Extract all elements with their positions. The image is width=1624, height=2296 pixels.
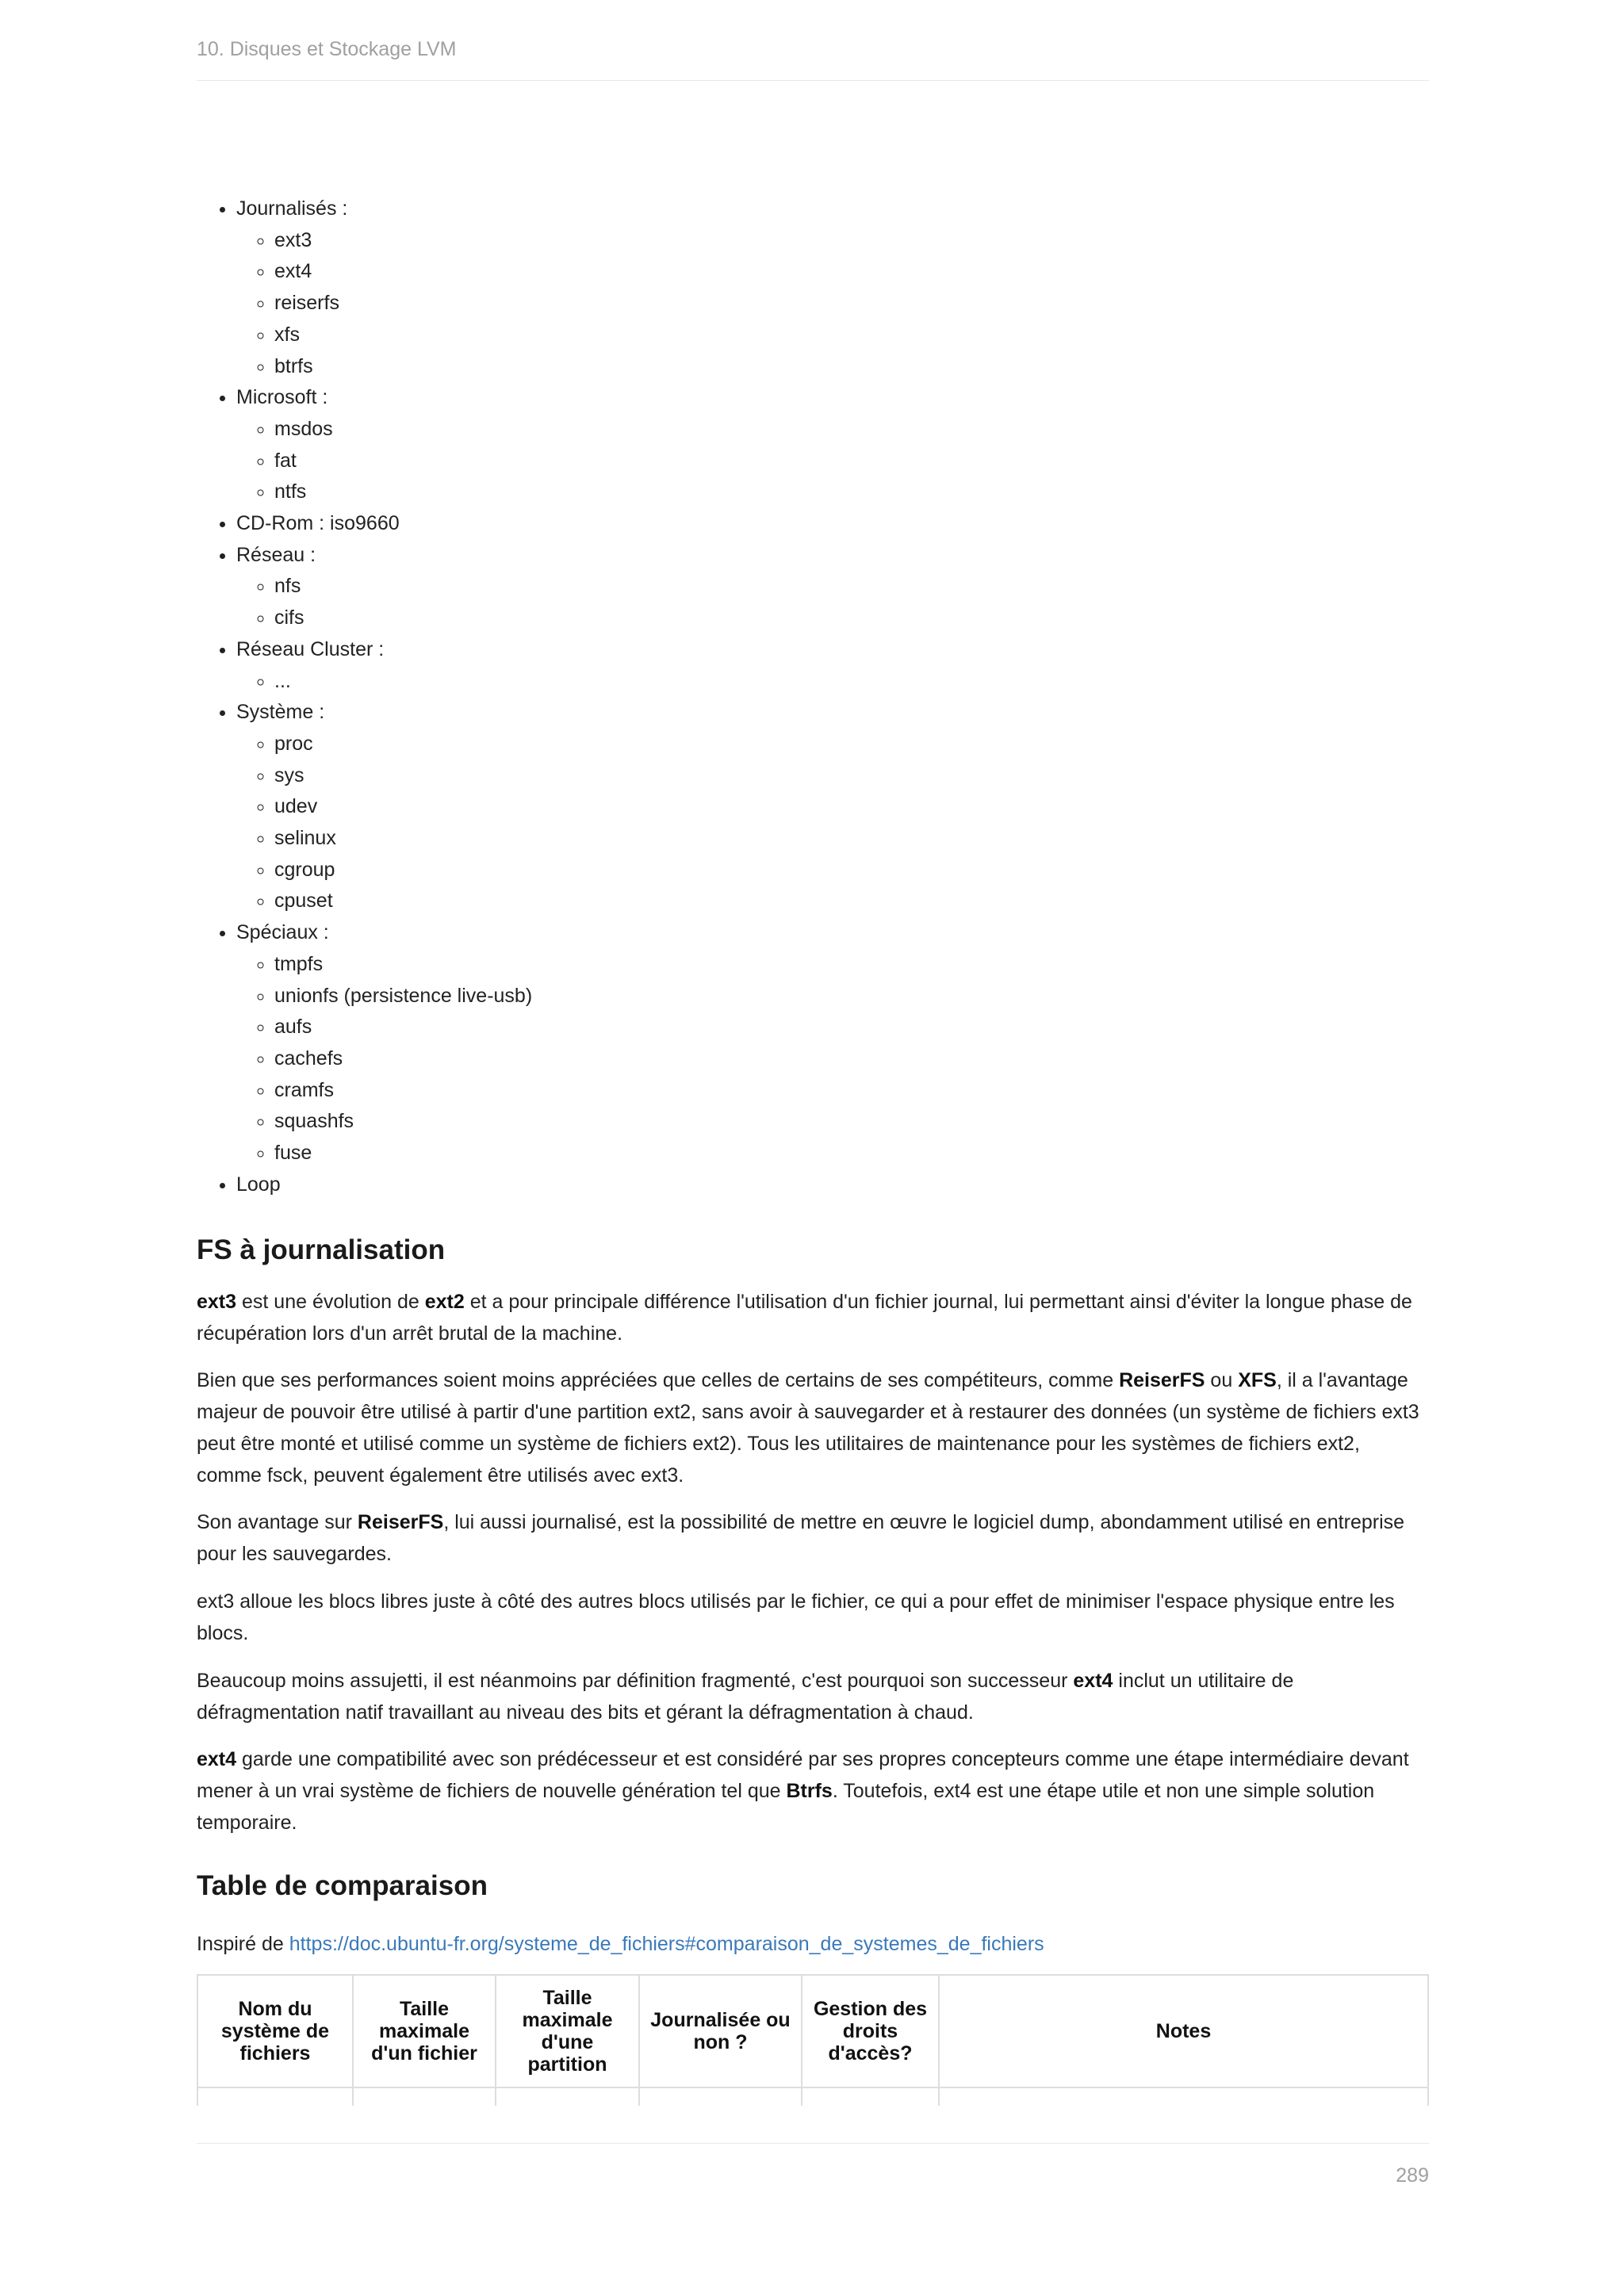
header-divider (197, 80, 1429, 81)
list-item: ◦ ext4 (274, 256, 1469, 288)
fs-category-label: Réseau : (236, 543, 316, 566)
list-item (236, 634, 1469, 697)
fs-category-label: Réseau Cluster : (236, 637, 385, 660)
bold-term: XFS (1238, 1369, 1277, 1391)
list-item: ◦ proc (274, 729, 1469, 760)
list-item: ◦ nfs (274, 571, 1469, 603)
comparison-table (197, 1974, 1429, 2106)
text-run: ou (1205, 1369, 1239, 1391)
source-link[interactable]: https://doc.ubuntu-fr.org/systeme_de_fichiers#comparaison_de_systemes_de_fichiers (289, 1933, 1044, 1955)
col-header-name: Nom du système de fichiers (197, 1975, 353, 2087)
list-item (236, 382, 1469, 508)
list-item: ◦ squashfs (274, 1106, 1469, 1138)
bold-term: ext3 (197, 1291, 237, 1313)
bold-term: ext2 (424, 1291, 465, 1313)
list-item: ◦ selinux (274, 823, 1469, 855)
fs-category-label: Système : (236, 701, 325, 724)
section-heading-journalisation: FS à journalisation (197, 1234, 446, 1265)
col-header-max-partition-size: Taille maximale d'une partition (496, 1975, 639, 2087)
list-item: ◦ ntfs (274, 476, 1469, 508)
text-run: ext3 alloue les blocs libres juste à côté des autres blocs utilisés par le fichier, ce qui a pour effet de minimiser l'espace physique entre les blocs. (197, 1590, 1395, 1644)
text-run: Bien que ses performances soient moins appréciées que celles de certains de ses compétiteurs, comme (197, 1369, 1120, 1391)
text-run: Beaucoup moins assujetti, il est néanmoins par définition fragmenté, c'est pourquoi son successeur (197, 1670, 1074, 1692)
filesystem-types-list (197, 193, 1469, 1201)
fs-category-label: Journalisés : (236, 197, 348, 220)
text-run: garde une compatibilité avec son prédécesseur et est considéré par ses propres concepteurs comme une étape intermédiaire devant mener à un vrai système de fichiers de nouvelle génération tel que (197, 1748, 1409, 1802)
list-item: ◦ fat (274, 446, 1469, 477)
fs-sublist (236, 666, 1469, 698)
col-header-journaled: Journalisée ou non ? (639, 1975, 802, 2087)
footer-divider (197, 2143, 1429, 2144)
text-run: inclut un utilitaire de défragmentation natif travaillant au niveau des bits et gérant la défragmentation à chaud. (197, 1670, 1294, 1724)
list-item (236, 508, 1469, 540)
bold-term: ext4 (1073, 1670, 1113, 1692)
inspired-prefix: Inspiré de (197, 1933, 289, 1955)
col-header-access-rights: Gestion des droits d'accès? (802, 1975, 939, 2087)
bold-term: Btrfs (786, 1780, 833, 1802)
list-item: ◦ udev (274, 791, 1469, 823)
list-item: ◦ aufs (274, 1012, 1469, 1043)
list-item: ◦ cachefs (274, 1043, 1469, 1075)
text-run: , lui aussi journalisé, est la possibilité de mettre en œuvre le logiciel dump, abondamment utilisé en entreprise pour les sauvegardes. (197, 1511, 1405, 1565)
paragraph-ext3-intro (197, 1286, 1429, 1349)
page-number: 289 (1396, 2164, 1429, 2187)
col-header-max-file-size: Taille maximale d'un fichier (353, 1975, 496, 2087)
list-item (236, 697, 1469, 917)
fs-category-label: CD-Rom : iso9660 (236, 512, 400, 535)
paragraph-ext3-performance (197, 1364, 1429, 1491)
bold-term: ext4 (197, 1748, 237, 1770)
list-item: ◦ ext3 (274, 225, 1469, 257)
list-item (236, 193, 1469, 382)
table-row (197, 2087, 1428, 2106)
bold-term: ReiserFS (357, 1511, 444, 1533)
text-run: , il a l'avantage majeur de pouvoir être utilisé à partir d'une partition ext2, sans avoir à sauvegarder et à restaurer des données (un système de fichiers ext3 peut être monté et utilisé comme un système de fichiers ext2). Tous les utilitaires de maintenance pour les systèmes de fichiers ext2, comme fsck, peuvent également être utilisés avec ext3. (197, 1369, 1419, 1487)
fs-category-label: Microsoft : (236, 386, 328, 409)
fs-sublist (236, 225, 1469, 383)
list-item: ◦ fuse (274, 1138, 1469, 1169)
list-item (236, 540, 1469, 634)
list-item: ◦ cramfs (274, 1075, 1469, 1107)
list-item: ◦ cgroup (274, 855, 1469, 886)
list-item (236, 917, 1469, 1169)
list-item: ◦ msdos (274, 414, 1469, 446)
bold-term: ReiserFS (1119, 1369, 1205, 1391)
list-item: ◦ xfs (274, 320, 1469, 351)
paragraph-ext3-blocks (197, 1586, 1429, 1649)
list-item: ◦ reiserfs (274, 288, 1469, 320)
section-heading-comparaison: Table de comparaison (197, 1870, 488, 1901)
list-item: ◦ cifs (274, 603, 1469, 634)
col-header-notes: Notes (939, 1975, 1428, 2087)
fs-sublist (236, 571, 1469, 633)
list-item (236, 1169, 1469, 1201)
fs-sublist (236, 414, 1469, 508)
paragraph-ext4-defrag (197, 1665, 1429, 1728)
text-run: Son avantage sur (197, 1511, 358, 1533)
list-item: ◦ ... (274, 666, 1469, 698)
text-run: est une évolution de (236, 1291, 425, 1313)
text-run: et a pour principale différence l'utilisation d'un fichier journal, lui permettant ainsi d'éviter la longue phase de récupération lors d'un arrêt brutal de la machine. (197, 1291, 1412, 1345)
paragraph-ext3-dump (197, 1506, 1429, 1570)
paragraph-ext4-compat (197, 1743, 1429, 1839)
fs-sublist (236, 949, 1469, 1169)
inspired-by-line (197, 1928, 1044, 1960)
fs-category-label: Loop (236, 1173, 281, 1196)
fs-sublist (236, 729, 1469, 917)
list-item: ◦ btrfs (274, 351, 1469, 383)
list-item: ◦ tmpfs (274, 949, 1469, 981)
running-header: 10. Disques et Stockage LVM (197, 38, 457, 60)
text-run: . Toutefois, ext4 est une étape utile et non une simple solution temporaire. (197, 1780, 1375, 1834)
list-item: ◦ sys (274, 760, 1469, 792)
list-item: ◦ cpuset (274, 886, 1469, 917)
fs-category-label: Spéciaux : (236, 921, 329, 944)
list-item: ◦ unionfs (persistence live-usb) (274, 981, 1469, 1012)
